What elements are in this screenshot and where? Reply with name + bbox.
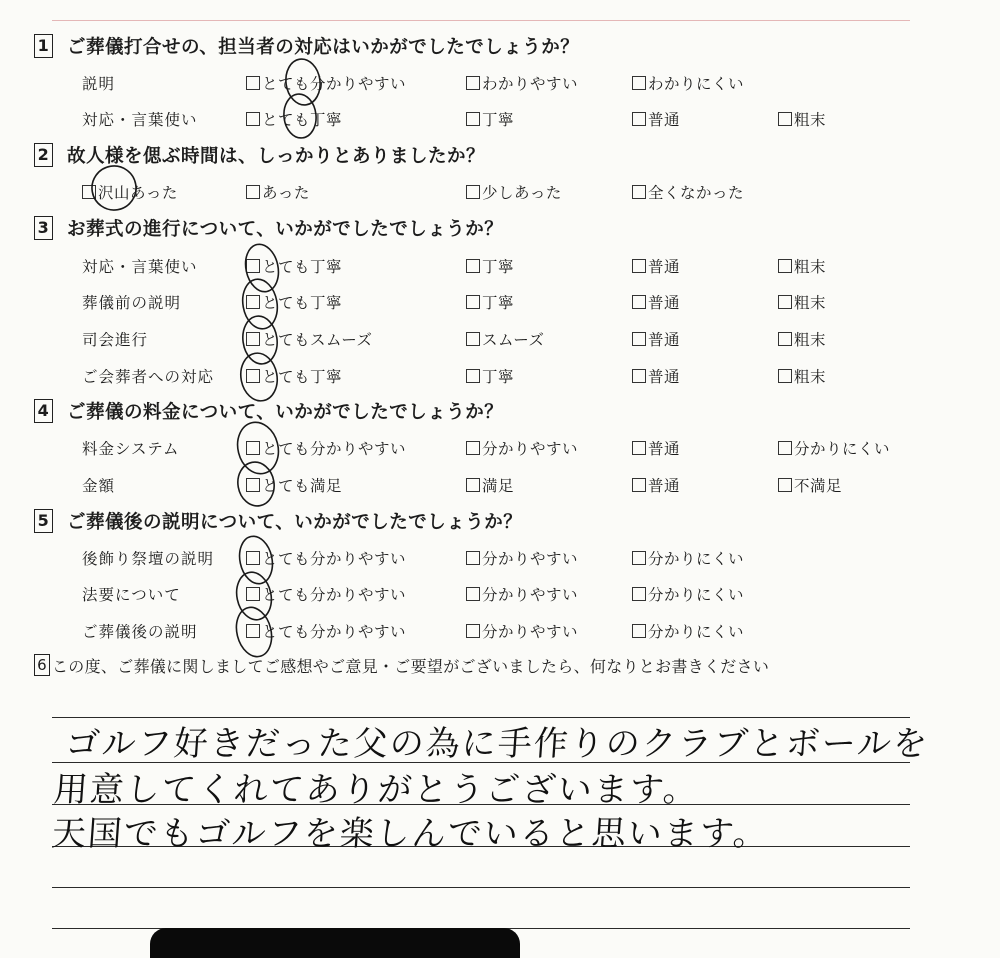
question-number: 6 (34, 654, 50, 676)
option[interactable]: とても分かりやすい (246, 67, 406, 101)
option[interactable]: 少しあった (466, 176, 562, 210)
checkbox[interactable] (778, 441, 792, 455)
row-label: ご葬儀後の説明 (82, 623, 198, 641)
checkbox[interactable] (466, 185, 480, 199)
question-5-row-3 (0, 615, 1000, 649)
row-label: 法要について (82, 586, 181, 604)
option[interactable]: 丁寧 (466, 286, 514, 320)
option[interactable]: 普通 (632, 469, 680, 503)
option[interactable]: とても丁寧 (246, 103, 342, 137)
row-label: 対応・言葉使い (82, 111, 198, 129)
option[interactable]: 分かりにくい (778, 432, 890, 466)
option[interactable]: 分かりやすい (466, 432, 578, 466)
option[interactable]: 沢山あった (82, 176, 178, 210)
option[interactable]: とても丁寧 (246, 250, 342, 284)
checkbox[interactable] (466, 112, 480, 126)
option[interactable]: 粗末 (778, 323, 826, 357)
option[interactable]: とても満足 (246, 469, 342, 503)
option[interactable]: とても分かりやすい (246, 578, 406, 612)
option[interactable]: 分かりにくい (632, 542, 744, 576)
question-1-row-2 (0, 103, 1000, 137)
question-5-row-2 (0, 578, 1000, 612)
question-5-title: 5 ご葬儀後の説明について、いかがでしたでしょうか？ (34, 506, 522, 540)
question-3-row-4 (0, 360, 1000, 394)
option[interactable]: とても分かりやすい (246, 615, 406, 649)
checkbox[interactable] (246, 295, 260, 309)
checkbox[interactable] (632, 551, 646, 565)
question-2-row-1 (0, 176, 1000, 210)
checkbox[interactable] (778, 369, 792, 383)
checkbox[interactable] (82, 185, 96, 199)
option[interactable]: とても分かりやすい (246, 432, 406, 466)
top-rule (52, 20, 910, 21)
option[interactable]: スムーズ (466, 323, 544, 357)
checkbox[interactable] (632, 441, 646, 455)
checkbox[interactable] (466, 369, 480, 383)
handwritten-comment-line-1: ゴルフ好きだった父の為に手作りのクラブとボールを (64, 724, 931, 764)
row-label: 司会進行 (82, 331, 149, 349)
checkbox[interactable] (246, 259, 260, 273)
option[interactable]: 普通 (632, 360, 680, 394)
question-number: 5 (34, 509, 53, 533)
option[interactable]: 分かりやすい (466, 542, 578, 576)
redaction-mark (150, 928, 520, 958)
comment-line (52, 887, 910, 888)
option[interactable]: わかりにくい (632, 67, 744, 101)
option[interactable]: 普通 (632, 286, 680, 320)
option[interactable]: 普通 (632, 250, 680, 284)
question-3-title: 3 お葬式の進行について、いかがでしたでしょうか？ (34, 213, 503, 247)
handwritten-comment-line-3: 天国でもゴルフを楽しんでいると思います。 (50, 814, 771, 854)
option[interactable]: とても丁寧 (246, 360, 342, 394)
option[interactable]: 分かりやすい (466, 578, 578, 612)
option[interactable]: あった (246, 176, 310, 210)
checkbox[interactable] (466, 259, 480, 273)
question-1-title: 1 ご葬儀打合せの、担当者の対応はいかがでしたでしょうか？ (34, 31, 579, 65)
checkbox[interactable] (246, 441, 260, 455)
question-6-prompt: 6 この度、ご葬儀に関しましてご感想やご意見・ご要望がございましたら、何なりとお書きください (34, 652, 769, 682)
option[interactable]: 丁寧 (466, 103, 514, 137)
checkbox[interactable] (632, 259, 646, 273)
option[interactable]: 分かりにくい (632, 615, 744, 649)
row-label: ご会葬者への対応 (82, 368, 215, 386)
option[interactable]: 分かりにくい (632, 578, 744, 612)
checkbox[interactable] (246, 185, 260, 199)
option[interactable]: 普通 (632, 432, 680, 466)
question-4-title: 4 ご葬儀の料金について、いかがでしたでしょうか？ (34, 396, 503, 430)
checkbox[interactable] (246, 76, 260, 90)
checkbox[interactable] (246, 478, 260, 492)
option[interactable]: 満足 (466, 469, 514, 503)
checkbox[interactable] (246, 332, 260, 346)
option[interactable]: わかりやすい (466, 67, 578, 101)
question-5-row-1 (0, 542, 1000, 576)
option[interactable]: とても丁寧 (246, 286, 342, 320)
option[interactable]: 丁寧 (466, 250, 514, 284)
checkbox[interactable] (466, 551, 480, 565)
question-1-row-1 (0, 67, 1000, 101)
checkbox[interactable] (632, 295, 646, 309)
row-label: 後飾り祭壇の説明 (82, 550, 215, 568)
option[interactable]: 丁寧 (466, 360, 514, 394)
row-label: 説明 (82, 75, 116, 93)
question-number: 4 (34, 399, 53, 423)
question-number: 3 (34, 216, 53, 240)
checkbox[interactable] (632, 76, 646, 90)
checkbox[interactable] (466, 76, 480, 90)
checkbox[interactable] (246, 551, 260, 565)
checkbox[interactable] (466, 332, 480, 346)
option[interactable]: とても分かりやすい (246, 542, 406, 576)
checkbox[interactable] (466, 295, 480, 309)
question-4-row-1 (0, 432, 1000, 466)
row-label: 金額 (82, 477, 116, 495)
checkbox[interactable] (466, 441, 480, 455)
checkbox[interactable] (778, 112, 792, 126)
checkbox[interactable] (778, 332, 792, 346)
row-label: 料金システム (82, 440, 180, 458)
row-label: 葬儀前の説明 (82, 294, 182, 312)
checkbox[interactable] (246, 587, 260, 601)
checkbox[interactable] (778, 478, 792, 492)
option[interactable]: 粗末 (778, 286, 826, 320)
option[interactable]: 普通 (632, 103, 680, 137)
checkbox[interactable] (632, 478, 646, 492)
option[interactable]: 不満足 (778, 469, 842, 503)
checkbox[interactable] (246, 112, 260, 126)
option[interactable]: 全くなかった (632, 176, 744, 210)
checkbox[interactable] (632, 624, 646, 638)
question-3-row-3 (0, 323, 1000, 357)
checkbox[interactable] (466, 478, 480, 492)
checkbox[interactable] (246, 369, 260, 383)
checkbox[interactable] (632, 332, 646, 346)
option[interactable]: 粗末 (778, 103, 826, 137)
option[interactable]: 普通 (632, 323, 680, 357)
checkbox[interactable] (466, 587, 480, 601)
checkbox[interactable] (778, 259, 792, 273)
checkbox[interactable] (246, 624, 260, 638)
checkbox[interactable] (632, 112, 646, 126)
row-label: 対応・言葉使い (82, 258, 198, 276)
question-2-title: 2 故人様を偲ぶ時間は、しっかりとありましたか？ (34, 140, 485, 174)
question-number: 2 (34, 143, 53, 167)
question-3-row-1 (0, 250, 1000, 284)
question-number: 1 (34, 34, 53, 58)
option[interactable]: とてもスムーズ (246, 323, 372, 357)
checkbox[interactable] (632, 369, 646, 383)
handwritten-comment-line-2: 用意してくれてありがとうございます。 (52, 770, 701, 810)
question-4-row-2 (0, 469, 1000, 503)
option[interactable]: 粗末 (778, 250, 826, 284)
option[interactable]: 粗末 (778, 360, 826, 394)
checkbox[interactable] (632, 185, 646, 199)
checkbox[interactable] (632, 587, 646, 601)
checkbox[interactable] (466, 624, 480, 638)
option[interactable]: 分かりやすい (466, 615, 578, 649)
question-3-row-2 (0, 286, 1000, 320)
checkbox[interactable] (778, 295, 792, 309)
